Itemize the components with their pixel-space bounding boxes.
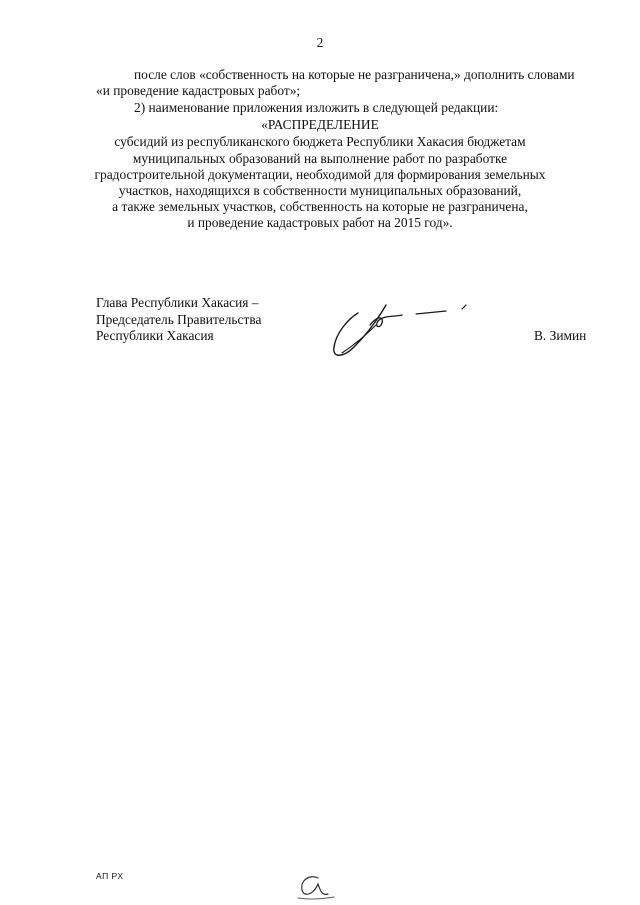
signer-position-line: Глава Республики Хакасия – [96, 295, 259, 310]
handwritten-signature [320, 295, 480, 365]
appendix-title-line: субсидий из республиканского бюджета Республики Хакасия бюджетам [114, 134, 526, 149]
appendix-title-line: участков, находящихся в собственности муниципальных образований, [118, 183, 522, 198]
paragraph-1-line-1: после слов «собственность на которые не разграничена,» дополнить словами [134, 67, 575, 82]
page-number: 2 [316, 35, 324, 50]
footer-code: АП РХ [96, 871, 124, 881]
handwritten-mark [292, 864, 342, 904]
signer-position-line: Республики Хакасия [96, 328, 214, 343]
appendix-title-line: а также земельных участков, собственность на которые не разграничена, [112, 199, 528, 214]
signer-position-line: Председатель Правительства [96, 312, 262, 327]
paragraph-1-line-2: «и проведение кадастровых работ»; [96, 83, 301, 98]
appendix-title-line: муниципальных образований на выполнение работ по разработке [132, 151, 508, 166]
paragraph-2: 2) наименование приложения изложить в следующей редакции: [134, 100, 499, 115]
appendix-title-line: градостроительной документации, необходимой для формирования земельных [94, 167, 546, 182]
appendix-title-line: «РАСПРЕДЕЛЕНИЕ [261, 117, 379, 132]
signer-name: В. Зимин [534, 328, 587, 343]
appendix-title-line: и проведение кадастровых работ на 2015 год». [187, 215, 453, 230]
